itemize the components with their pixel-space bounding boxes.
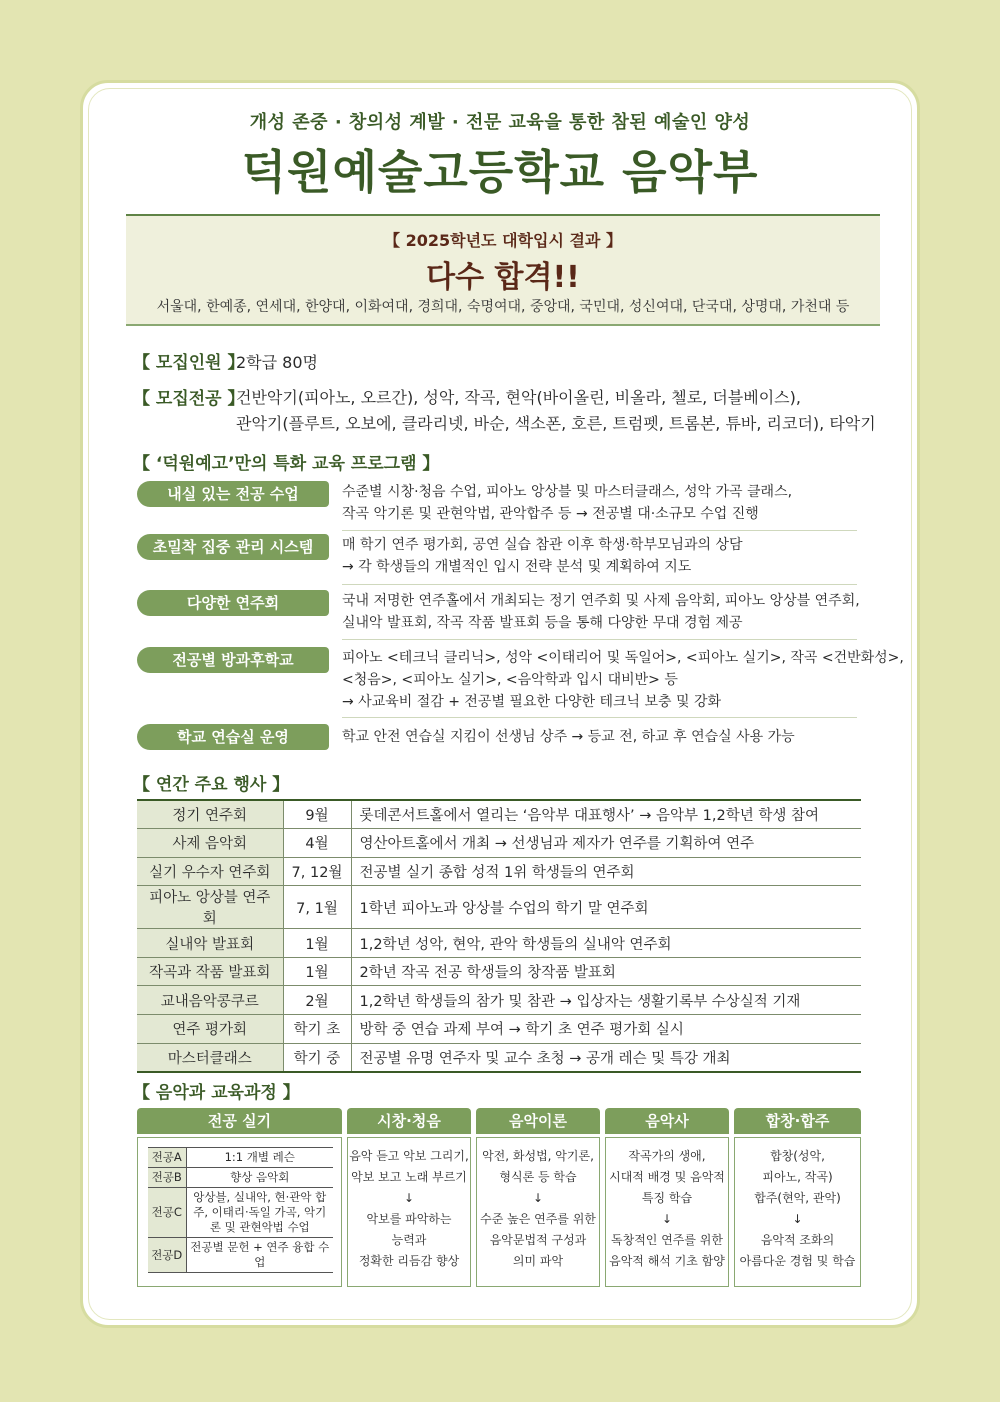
recruit-majors-line2: 관악기(플루트, 오보에, 클라리넷, 바순, 색소폰, 호른, 트럼펫, 트롬본, 튜바, 리코더), 타악기 (236, 414, 876, 433)
page-title: 덕원예술고등학교 음악부 (241, 145, 759, 199)
recruit-count-row (133, 348, 318, 373)
event-when: 학기 중 (283, 1043, 351, 1072)
curriculum-col-solfege (347, 1137, 471, 1287)
curriculum-line: 형식론 등 학습 (499, 1170, 577, 1184)
major-practice-table (148, 1147, 333, 1273)
curriculum-line: 악전, 화성법, 악기론, (482, 1149, 594, 1163)
table-row (137, 1015, 861, 1044)
major-desc: 1:1 개별 레슨 (186, 1148, 333, 1168)
program-label: 전공별 방과후학교 (137, 647, 329, 673)
recruit-count-label: 【 모집인원 】 (133, 353, 245, 373)
curriculum-col-theory (476, 1137, 600, 1287)
table-row (137, 929, 861, 958)
curriculum-line: 의미 파악 (512, 1254, 564, 1268)
program-desc-line: 작곡 악기론 및 관현악법, 관악합주 등 → 전공별 대·소규모 수업 진행 (342, 506, 759, 522)
program-label: 학교 연습실 운영 (137, 724, 329, 750)
event-when: 1월 (283, 929, 351, 958)
program-desc-line: 실내악 발표회, 작곡 작품 발표회 등을 통해 다양한 무대 경험 제공 (342, 615, 743, 631)
event-desc: 1,2학년 성악, 현악, 관악 학생들의 실내악 연주회 (351, 929, 861, 958)
curriculum-heading: 【 음악과 교육과정 】 (133, 1083, 300, 1103)
table-row (137, 829, 861, 858)
event-desc: 1학년 피아노과 앙상블 수업의 학기 말 연주회 (351, 886, 861, 929)
event-desc: 롯데콘서트홀에서 열리는 ‘음악부 대표행사’ → 음악부 1,2학년 학생 참여 (351, 800, 861, 829)
program-desc-line: 국내 저명한 연주홀에서 개최되는 정기 연주회 및 사제 음악회, 피아노 앙상블 연주회, (342, 593, 860, 609)
curriculum-col-history (605, 1137, 729, 1287)
program-desc-line: 학교 안전 연습실 지킴이 선생님 상주 → 등교 전, 하교 후 연습실 사용 가능 (342, 729, 795, 745)
event-when: 7, 1월 (283, 886, 351, 929)
events-heading: 【 연간 주요 행사 】 (133, 775, 290, 795)
curriculum-line: 음악적 조화의 (760, 1233, 835, 1247)
program-desc-line: 매 학기 연주 평가회, 공연 실습 참관 이후 학생·학부모님과의 상담 (342, 537, 743, 553)
program-desc-line: → 사교육비 절감 + 전공별 필요한 다양한 테크닉 보충 및 강화 (342, 694, 722, 710)
event-when: 1월 (283, 957, 351, 986)
event-desc: 전공별 유명 연주자 및 교수 초청 → 공개 레슨 및 특강 개최 (351, 1043, 861, 1072)
curriculum-line: 작곡가의 생애, (628, 1149, 706, 1163)
curriculum-line: 수준 높은 연주를 위한 (480, 1212, 596, 1226)
event-when: 4월 (283, 829, 351, 858)
major-desc: 전공별 문헌 + 연주 융합 수업 (186, 1238, 333, 1273)
recruit-count-value: 2학급 80명 (236, 353, 318, 372)
curriculum-line: 독창적인 연주를 위한 (611, 1233, 723, 1247)
event-name: 연주 평가회 (137, 1015, 283, 1044)
programs-heading: 【 ‘덕원예고’만의 특화 교육 프로그램 】 (133, 454, 440, 474)
event-name: 정기 연주회 (137, 800, 283, 829)
recruit-majors-row (133, 384, 876, 433)
arrow-down-icon: ↓ (661, 1212, 673, 1226)
curriculum-col-ensemble (734, 1137, 861, 1287)
program-label: 다양한 연주회 (137, 590, 329, 616)
program-desc-line: 수준별 시창·청음 수업, 피아노 앙상블 및 마스터클래스, 성악 가곡 클래스, (342, 484, 793, 500)
event-name: 피아노 앙상블 연주회 (137, 886, 283, 929)
major-key: 전공D (148, 1238, 186, 1273)
curriculum-line: 아름다운 경험 및 학습 (739, 1254, 856, 1268)
arrow-down-icon: ↓ (532, 1191, 544, 1205)
program-divider (342, 639, 857, 640)
curriculum-col-title: 전공 실기 (137, 1108, 342, 1134)
program-desc-line: <청음>, <피아노 실기>, <음악학과 입시 대비반> 등 (342, 672, 678, 688)
event-name: 실기 우수자 연주회 (137, 857, 283, 886)
curriculum-line: 악보 보고 노래 부르기 (351, 1170, 467, 1184)
major-desc: 향상 음악회 (186, 1168, 333, 1188)
recruit-majors-label: 【 모집전공 】 (133, 389, 245, 409)
banner-subtitle: 【 2025학년도 대학입시 결과 】 (384, 231, 622, 250)
curriculum-line: 정확한 리듬감 향상 (358, 1254, 460, 1268)
event-desc: 2학년 작곡 전공 학생들의 창작품 발표회 (351, 957, 861, 986)
event-when: 2월 (283, 986, 351, 1015)
table-row (137, 800, 861, 829)
event-name: 마스터클래스 (137, 1043, 283, 1072)
major-key: 전공C (148, 1188, 186, 1238)
curriculum-line: 능력과 (391, 1233, 427, 1247)
program-label: 내실 있는 전공 수업 (137, 481, 329, 507)
curriculum-line: 악보를 파악하는 (366, 1212, 452, 1226)
table-row (148, 1188, 333, 1238)
table-row (137, 1043, 861, 1072)
curriculum-line: 특징 학습 (641, 1191, 693, 1205)
slogan: 개성 존중 · 창의성 계발 · 전문 교육을 통한 참된 예술인 양성 (249, 112, 751, 133)
event-when: 학기 초 (283, 1015, 351, 1044)
program-divider (342, 584, 857, 585)
major-desc: 앙상블, 실내악, 현·관악 합주, 이태리·독일 가곡, 악기론 및 관현악법 수업 (186, 1188, 333, 1238)
table-row (137, 857, 861, 886)
arrow-down-icon: ↓ (792, 1212, 803, 1226)
table-row (148, 1238, 333, 1273)
banner-headline: 다수 합격!! (426, 260, 580, 295)
program-label: 초밀착 집중 관리 시스템 (137, 534, 329, 560)
event-desc: 방학 중 연습 과제 부여 → 학기 초 연주 평가회 실시 (351, 1015, 861, 1044)
curriculum-line: 음악 듣고 악보 그리기, (349, 1149, 469, 1163)
curriculum-col-title: 음악이론 (476, 1108, 600, 1134)
curriculum-line: 피아노, 작곡) (762, 1170, 833, 1184)
curriculum-col-title: 시창·청음 (347, 1108, 471, 1134)
event-when: 7, 12월 (283, 857, 351, 886)
event-desc: 전공별 실기 종합 성적 1위 학생들의 연주회 (351, 857, 861, 886)
major-key: 전공A (148, 1148, 186, 1168)
table-row (137, 986, 861, 1015)
program-divider (342, 530, 857, 531)
recruit-majors-line1: 건반악기(피아노, 오르간), 성악, 작곡, 현악(바이올린, 비올라, 첼로, 더블베이스), (236, 388, 801, 407)
program-divider (342, 717, 857, 718)
table-row (148, 1168, 333, 1188)
curriculum-line: 합창(성악, (770, 1149, 825, 1163)
banner-universities: 서울대, 한예종, 연세대, 한양대, 이화여대, 경희대, 숙명여대, 중앙대, 국민대, 성신여대, 단국대, 상명대, 가천대 등 (156, 299, 850, 315)
curriculum-col-title: 합창·합주 (734, 1108, 861, 1134)
event-when: 9월 (283, 800, 351, 829)
table-row (137, 886, 861, 929)
event-name: 사제 음악회 (137, 829, 283, 858)
arrow-down-icon: ↓ (403, 1191, 415, 1205)
event-desc: 1,2학년 학생들의 참가 및 참관 → 입상자는 생활기록부 수상실적 기재 (351, 986, 861, 1015)
table-row (137, 957, 861, 986)
curriculum-col-major (137, 1137, 342, 1287)
curriculum-line: 시대적 배경 및 음악적 (609, 1170, 725, 1184)
curriculum-line: 합주(현악, 관악) (754, 1191, 841, 1205)
events-table (137, 799, 861, 1073)
curriculum-line: 음악적 해석 기초 함양 (609, 1254, 725, 1268)
program-desc-line: 피아노 <테크닉 클리닉>, 성악 <이태리어 및 독일어>, <피아노 실기>, 작곡 <건반화성>, (342, 650, 904, 666)
event-name: 실내악 발표회 (137, 929, 283, 958)
curriculum-line: 음악문법적 구성과 (489, 1233, 587, 1247)
program-desc-line: → 각 학생들의 개별적인 입시 전략 분석 및 계획하여 지도 (342, 559, 692, 575)
admission-banner (126, 214, 880, 326)
event-name: 교내음악콩쿠르 (137, 986, 283, 1015)
table-row (148, 1148, 333, 1168)
event-desc: 영산아트홀에서 개최 → 선생님과 제자가 연주를 기획하여 연주 (351, 829, 861, 858)
curriculum-col-title: 음악사 (605, 1108, 729, 1134)
event-name: 작곡과 작품 발표회 (137, 957, 283, 986)
major-key: 전공B (148, 1168, 186, 1188)
